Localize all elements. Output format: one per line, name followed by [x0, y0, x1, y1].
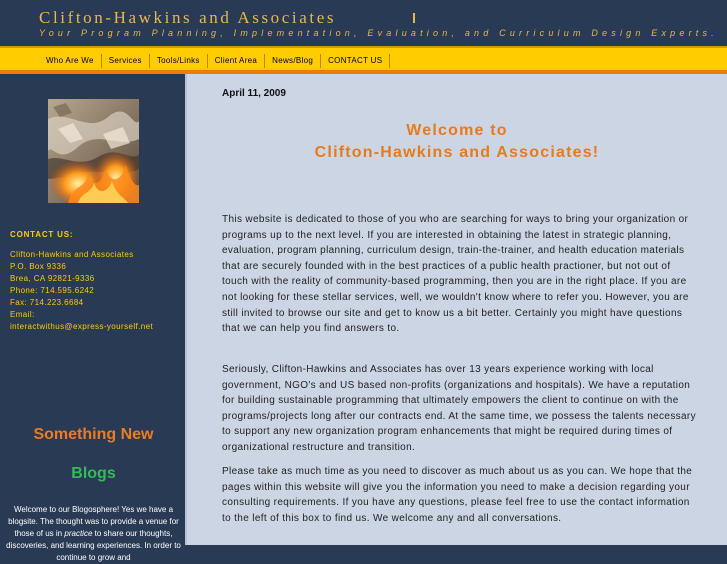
contact-block: [10, 249, 153, 333]
site-tagline: Your Program Planning, Implementation, Evaluation, and Curriculum Design Experts.: [39, 28, 718, 38]
welcome-line-2: Clifton-Hawkins and Associates!: [314, 144, 600, 161]
blog-intro-text: [0, 504, 187, 564]
contact-po-box: P.O. Box 9336: [10, 262, 67, 271]
nav-item-who-are-we[interactable]: Who Are We: [38, 54, 102, 68]
main-content: [187, 74, 727, 545]
title-cursor-bar: [413, 13, 415, 23]
nav-item-contact-us[interactable]: CONTACT US: [321, 54, 390, 68]
abstract-photo: [48, 99, 139, 203]
intro-paragraph: This website is dedicated to those of you who are searching for ways to bring your organization or programs up to the next level. If you are interested in obtaining the latest in strategic planning, evaluation, program planning, curriculum design, train-the-trainer, and health education materials that are securely founded with in the best practices of a public health practioner, but not out of touch with the reality of community-based programming, then you are in the right place. If you are not looking for these stellar services, well, we wouldn't know where to refer you. However, you are still invited to browse our site and get to know us a bit better. Certainly you might have questions that we can help you find answers to.: [222, 214, 689, 335]
blogs-link[interactable]: Blogs: [71, 465, 116, 482]
contact-company: Clifton-Hawkins and Associates: [10, 250, 134, 259]
blog-text-part2: to share our thoughts, discoveries, and learning experiences. In order to continue to grow and: [6, 529, 181, 562]
contact-phone: Phone: 714.595.6242: [10, 286, 95, 295]
nav-items: [38, 54, 390, 68]
something-new-heading: Something New: [33, 426, 154, 443]
contact-email-link[interactable]: interactwithus@express-yourself.net: [10, 322, 154, 331]
contact-city: Brea, CA 92821-9336: [10, 274, 95, 283]
nav-item-services[interactable]: Services: [102, 54, 150, 68]
contact-email-label: Email:: [10, 310, 35, 319]
contact-heading: CONTACT US:: [10, 230, 74, 239]
welcome-line-1: Welcome to: [406, 122, 508, 139]
sidebar: [0, 74, 187, 562]
post-date: April 11, 2009: [222, 88, 286, 99]
closing-paragraph: Please take as much time as you need to discover as much about us as you can. We hope that the pages within this website will give you the information you need to make a decision regarding your consulting requirements. If you have any questions, please feel free to use the contact information to the left of this box to find us. We welcome any and all conversations.: [222, 466, 693, 524]
blog-text-emphasis: practice: [64, 529, 93, 538]
contact-fax: Fax: 714.223.6684: [10, 298, 84, 307]
main-nav: [0, 46, 727, 74]
experience-paragraph: Seriously, Clifton-Hawkins and Associates has over 13 years experience working with local government, NGO's and US based non-profits (organizations and hospitals). We have a reputation for building sustainable programming that ultimately empowers the client to continue on with the programs/projects long after our contracts end. At the same time, we possess the talents necessary to support any new organization program enhancements that might be required during times of organizational restructure and transition.: [222, 364, 696, 453]
welcome-heading: [187, 120, 727, 164]
blog-text-part1: Welcome to our Blogosphere! Yes we have a blogsite. The thought was to provide a venue for those of us in: [8, 505, 179, 538]
site-header: [0, 0, 727, 46]
nav-item-client-area[interactable]: Client Area: [208, 54, 265, 68]
nav-item-news-blog[interactable]: News/Blog: [265, 54, 321, 68]
nav-item-tools-links[interactable]: Tools/Links: [150, 54, 208, 68]
site-title: Clifton-Hawkins and Associates: [39, 8, 337, 27]
